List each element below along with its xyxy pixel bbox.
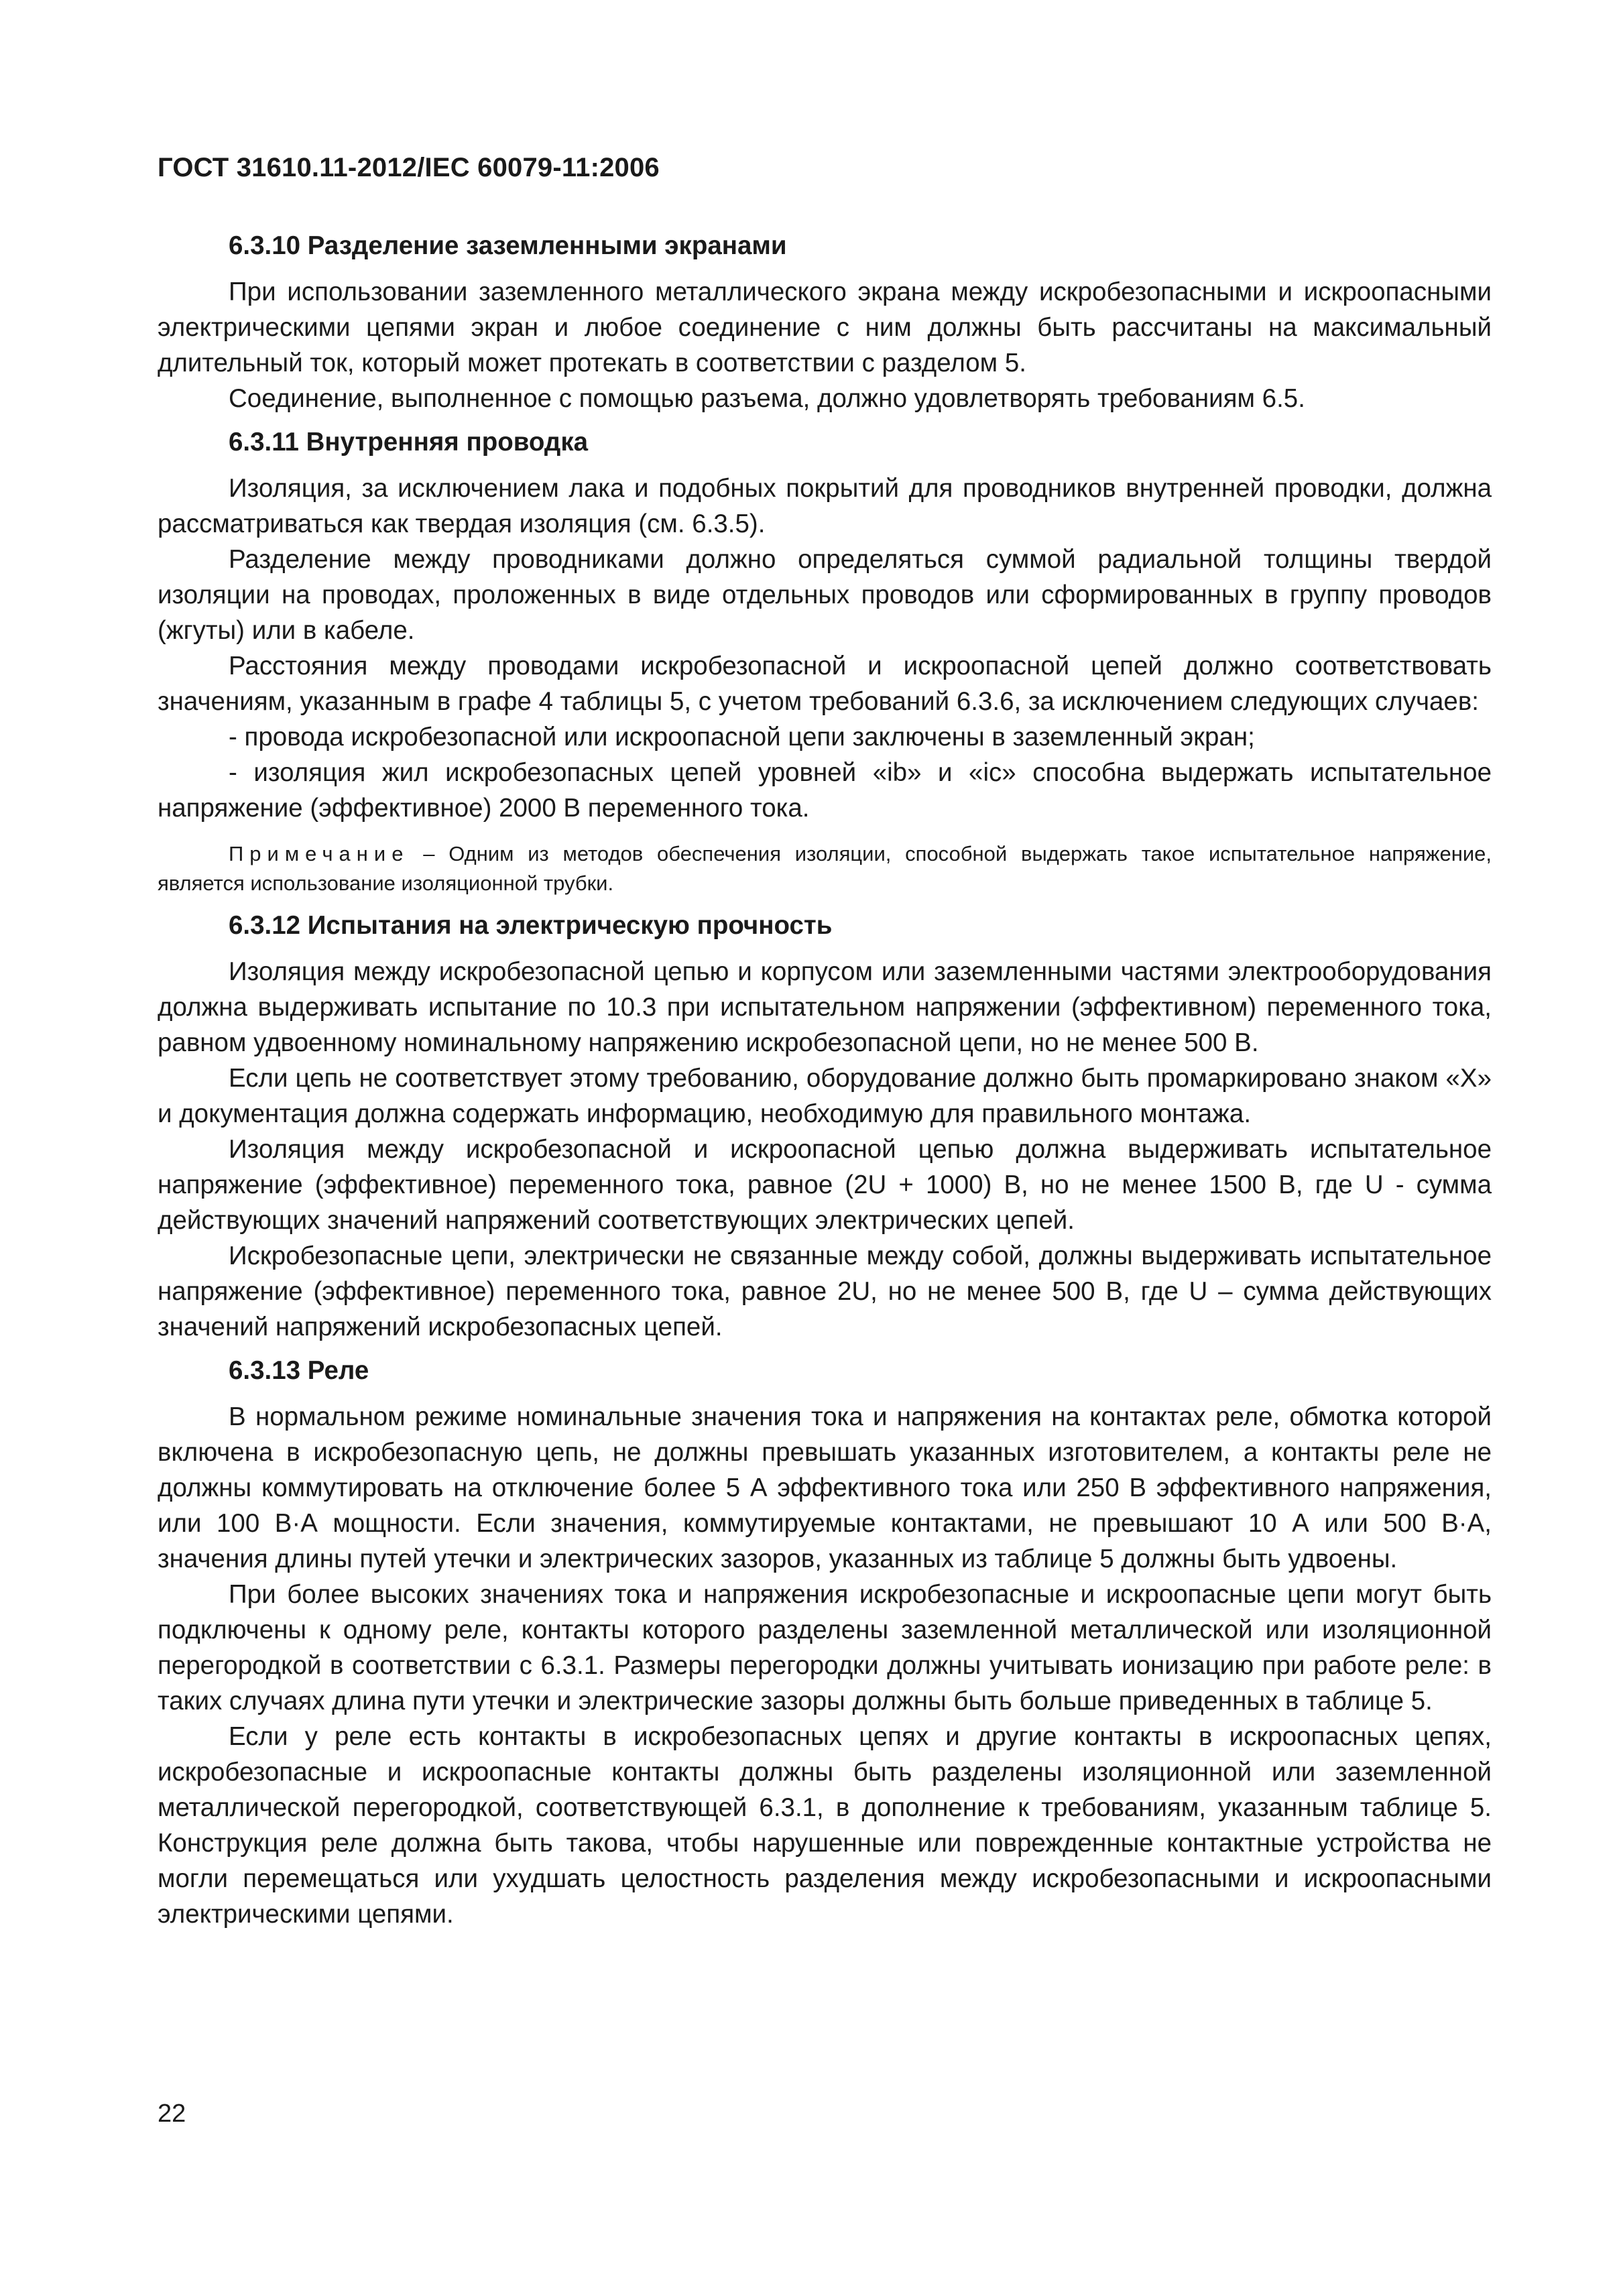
paragraph: Изоляция между искробезопасной и искроопасной цепью должна выдерживать испытательное напряжение (эффективное) переменного тока, равное (2U + 1000) В, но не менее 1500 В, где U - сумма действующих значений напряжений соответствующих электрических цепей. [158, 1135, 1492, 1235]
section-heading-6-3-11: 6.3.11 Внутренняя проводка [229, 428, 589, 457]
note-text: – Одним из методов обеспечения изоляции, способной выдержать такое испытательное напряжение, является использование изоляционной трубки. [158, 842, 1492, 895]
document-body [158, 228, 1492, 1932]
note-label: Примечание [229, 842, 410, 865]
paragraph: Разделение между проводниками должно определяться суммой радиальной толщины твердой изоляции на проводах, проложенных в виде отдельных проводов или сформированных в группу проводов (жгуты) или в кабеле. [158, 545, 1492, 645]
section-heading-6-3-12: 6.3.12 Испытания на электрическую прочность [229, 911, 833, 940]
paragraph: При использовании заземленного металлического экрана между искробезопасными и искроопасными электрическими цепями экран и любое соединение с ним должны быть рассчитаны на максимальный длительный ток, который может протекать в соответствии с разделом 5. [158, 278, 1492, 377]
section-heading-6-3-13: 6.3.13 Реле [229, 1356, 369, 1385]
paragraph: Если у реле есть контакты в искробезопасных цепях и другие контакты в искроопасных цепях, искробезопасные и искроопасные контакты должны быть разделены изоляционной или заземленной металлической перегородкой, соответствующей 6.3.1, в дополнение к требованиям, указанным таблице 5. Конструкция реле должна быть такова, чтобы нарушенные или поврежденные контактные устройства не могли перемещаться или ухудшать целостность разделения между искробезопасными и искроопасными электрическими цепями. [158, 1722, 1492, 1929]
page-number: 22 [158, 2100, 186, 2128]
paragraph: Если цепь не соответствует этому требованию, оборудование должно быть промаркировано знаком «X» и документация должна содержать информацию, необходимую для правильного монтажа. [158, 1064, 1492, 1128]
paragraph: Изоляция между искробезопасной цепью и корпусом или заземленными частями электрооборудования должна выдерживать испытание по 10.3 при испытательном напряжении (эффективном) переменного тока, равном удвоенному номинальному напряжению искробезопасной цепи, но не менее 500 В. [158, 957, 1492, 1057]
paragraph: При более высоких значениях тока и напряжения искробезопасные и искроопасные цепи могут быть подключены к одному реле, контакты которого разделены заземленной металлической или изоляционной перегородкой в соответствии с 6.3.1. Размеры перегородки должны учитывать ионизацию при работе реле: в таких случаях длина пути утечки и электрические зазоры должны быть больше приведенных в таблице 5. [158, 1580, 1492, 1715]
section-heading-6-3-10: 6.3.10 Разделение заземленными экранами [229, 231, 787, 260]
list-item: - изоляция жил искробезопасных цепей уровней «ib» и «ic» способна выдержать испытательное напряжение (эффективное) 2000 В переменного тока. [158, 758, 1492, 823]
paragraph: Искробезопасные цепи, электрически не связанные между собой, должны выдерживать испытательное напряжение (эффективное) переменного тока, равное 2U, но не менее 500 В, где U – сумма действующих значений напряжений искробезопасных цепей. [158, 1242, 1492, 1341]
note [158, 839, 1492, 898]
list-item: - провода искробезопасной или искроопасной цепи заключены в заземленный экран; [229, 723, 1255, 751]
document-header: ГОСТ 31610.11-2012/IEC 60079-11:2006 [158, 153, 660, 182]
paragraph: В нормальном режиме номинальные значения тока и напряжения на контактах реле, обмотка которой включена в искробезопасную цепь, не должны превышать указанных изготовителем, а контакты реле не должны коммутировать на отключение более 5 А эффективного тока или 250 В эффективного напряжения, или 100 В·А мощности. Если значения, коммутируемые контактами, не превышают 10 А или 500 В·А, значения длины путей утечки и электрических зазоров, указанных из таблице 5 должны быть удвоены. [158, 1402, 1492, 1573]
paragraph: Изоляция, за исключением лака и подобных покрытий для проводников внутренней проводки, должна рассматриваться как твердая изоляция (см. 6.3.5). [158, 474, 1492, 538]
paragraph: Соединение, выполненное с помощью разъема, должно удовлетворять требованиям 6.5. [229, 384, 1305, 413]
paragraph: Расстояния между проводами искробезопасной и искроопасной цепей должно соответствовать значениям, указанным в графе 4 таблицы 5, с учетом требований 6.3.6, за исключением следующих случаев: [158, 652, 1492, 716]
